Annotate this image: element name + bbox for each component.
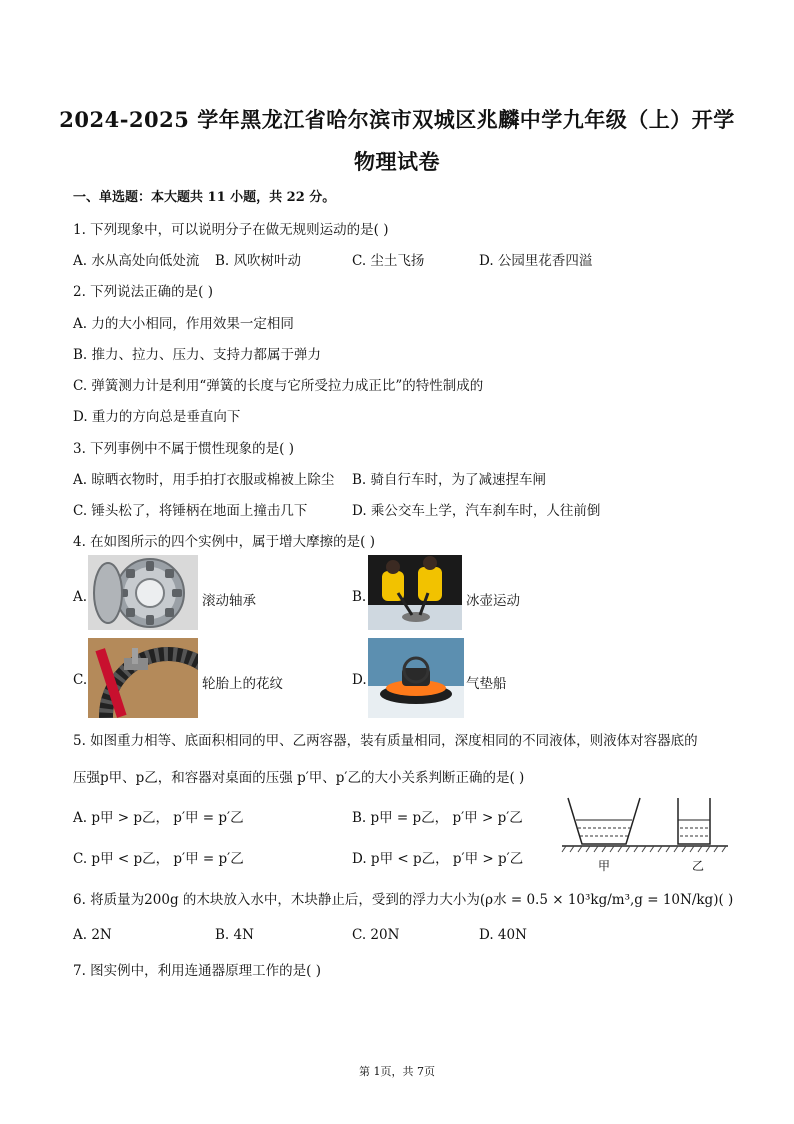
page-footer: 第 1页，共 7页	[359, 1065, 435, 1078]
q4-stem: 4. 在如图所示的四个实例中，属于增大摩擦的是( )	[73, 534, 375, 550]
q2-stem: 2. 下列说法正确的是( )	[73, 284, 213, 300]
q3-option-a: A. 晾晒衣物时，用手拍打衣服或棉被上除尘	[73, 472, 335, 488]
q3-option-d: D. 乘公交车上学，汽车刹车时，人往前倒	[352, 503, 601, 519]
q5-option-d: D. p甲 < p乙， p′甲 > p′乙	[352, 851, 524, 867]
q5-stem-line2: 压强p甲、p乙，和容器对桌面的压强 p′甲、p′乙的大小关系判断正确的是( )	[73, 770, 525, 786]
q6-option-a: A. 2N	[73, 927, 112, 943]
containers-figure	[560, 792, 730, 876]
q3-option-c: C. 锤头松了，将锤柄在地面上撞击几下	[73, 503, 308, 519]
q1-option-a: A. 水从高处向低处流	[73, 253, 200, 269]
q4-option-c-letter: C.	[73, 672, 88, 688]
q2-option-d: D. 重力的方向总是垂直向下	[73, 409, 241, 425]
q7-stem: 7. 图实例中，利用连通器原理工作的是( )	[73, 963, 321, 979]
tire-image	[88, 638, 198, 718]
q4-option-d-label: 气垫船	[466, 676, 507, 692]
q4-option-a-label: 滚动轴承	[202, 593, 256, 609]
q1-stem: 1. 下列现象中，可以说明分子在做无规则运动的是( )	[73, 222, 389, 238]
q3-stem: 3. 下列事例中不属于惯性现象的是( )	[73, 441, 294, 457]
container-yi-label: 乙	[692, 859, 705, 873]
q1-option-d: D. 公园里花香四溢	[479, 253, 593, 269]
q2-option-b: B. 推力、拉力、压力、支持力都属于弹力	[73, 347, 322, 363]
q4-option-c-label: 轮胎上的花纹	[202, 676, 283, 692]
section-heading: 一、单选题：本大题共 11 小题，共 22 分。	[73, 190, 336, 205]
q5-option-c: C. p甲 < p乙， p′甲 = p′乙	[73, 851, 244, 867]
q3-option-b: B. 骑自行车时，为了减速捏车闸	[352, 472, 547, 488]
paper-title-line2: 物理试卷	[354, 149, 440, 174]
q6-option-b: B. 4N	[215, 927, 254, 943]
q4-option-b-label: 冰壶运动	[466, 593, 520, 609]
paper-title-line1: 2024-2025 学年黑龙江省哈尔滨市双城区兆麟中学九年级（上）开学	[59, 107, 735, 132]
q6-stem: 6. 将质量为200g 的木块放入水中，木块静止后，受到的浮力大小为(ρ水 = 0.5 × 10³kg/m³,g = 10N/kg)( )	[73, 892, 734, 908]
bearing-image	[88, 555, 198, 630]
q6-option-c: C. 20N	[352, 927, 400, 943]
q4-option-d-letter: D.	[352, 672, 367, 688]
q5-option-a: A. p甲 > p乙， p′甲 = p′乙	[73, 810, 244, 826]
hovercraft-image	[368, 638, 464, 718]
q4-option-b-letter: B.	[352, 589, 367, 605]
q1-option-c: C. 尘土飞扬	[352, 253, 425, 269]
q1-option-b: B. 风吹树叶动	[215, 253, 302, 269]
q2-option-a: A. 力的大小相同，作用效果一定相同	[73, 316, 294, 332]
q5-stem-line1: 5. 如图重力相等、底面积相同的甲、乙两容器，装有质量相同，深度相同的不同液体，则液体对容器底的	[73, 733, 698, 749]
q5-option-b: B. p甲 = p乙， p′甲 > p′乙	[352, 810, 523, 826]
container-jia-label: 甲	[598, 859, 611, 873]
curling-image	[368, 555, 462, 630]
q6-option-d: D. 40N	[479, 927, 527, 943]
q4-option-a-letter: A.	[73, 589, 88, 605]
q2-option-c: C. 弹簧测力计是利用“弹簧的长度与它所受拉力成正比”的特性制成的	[73, 378, 484, 394]
